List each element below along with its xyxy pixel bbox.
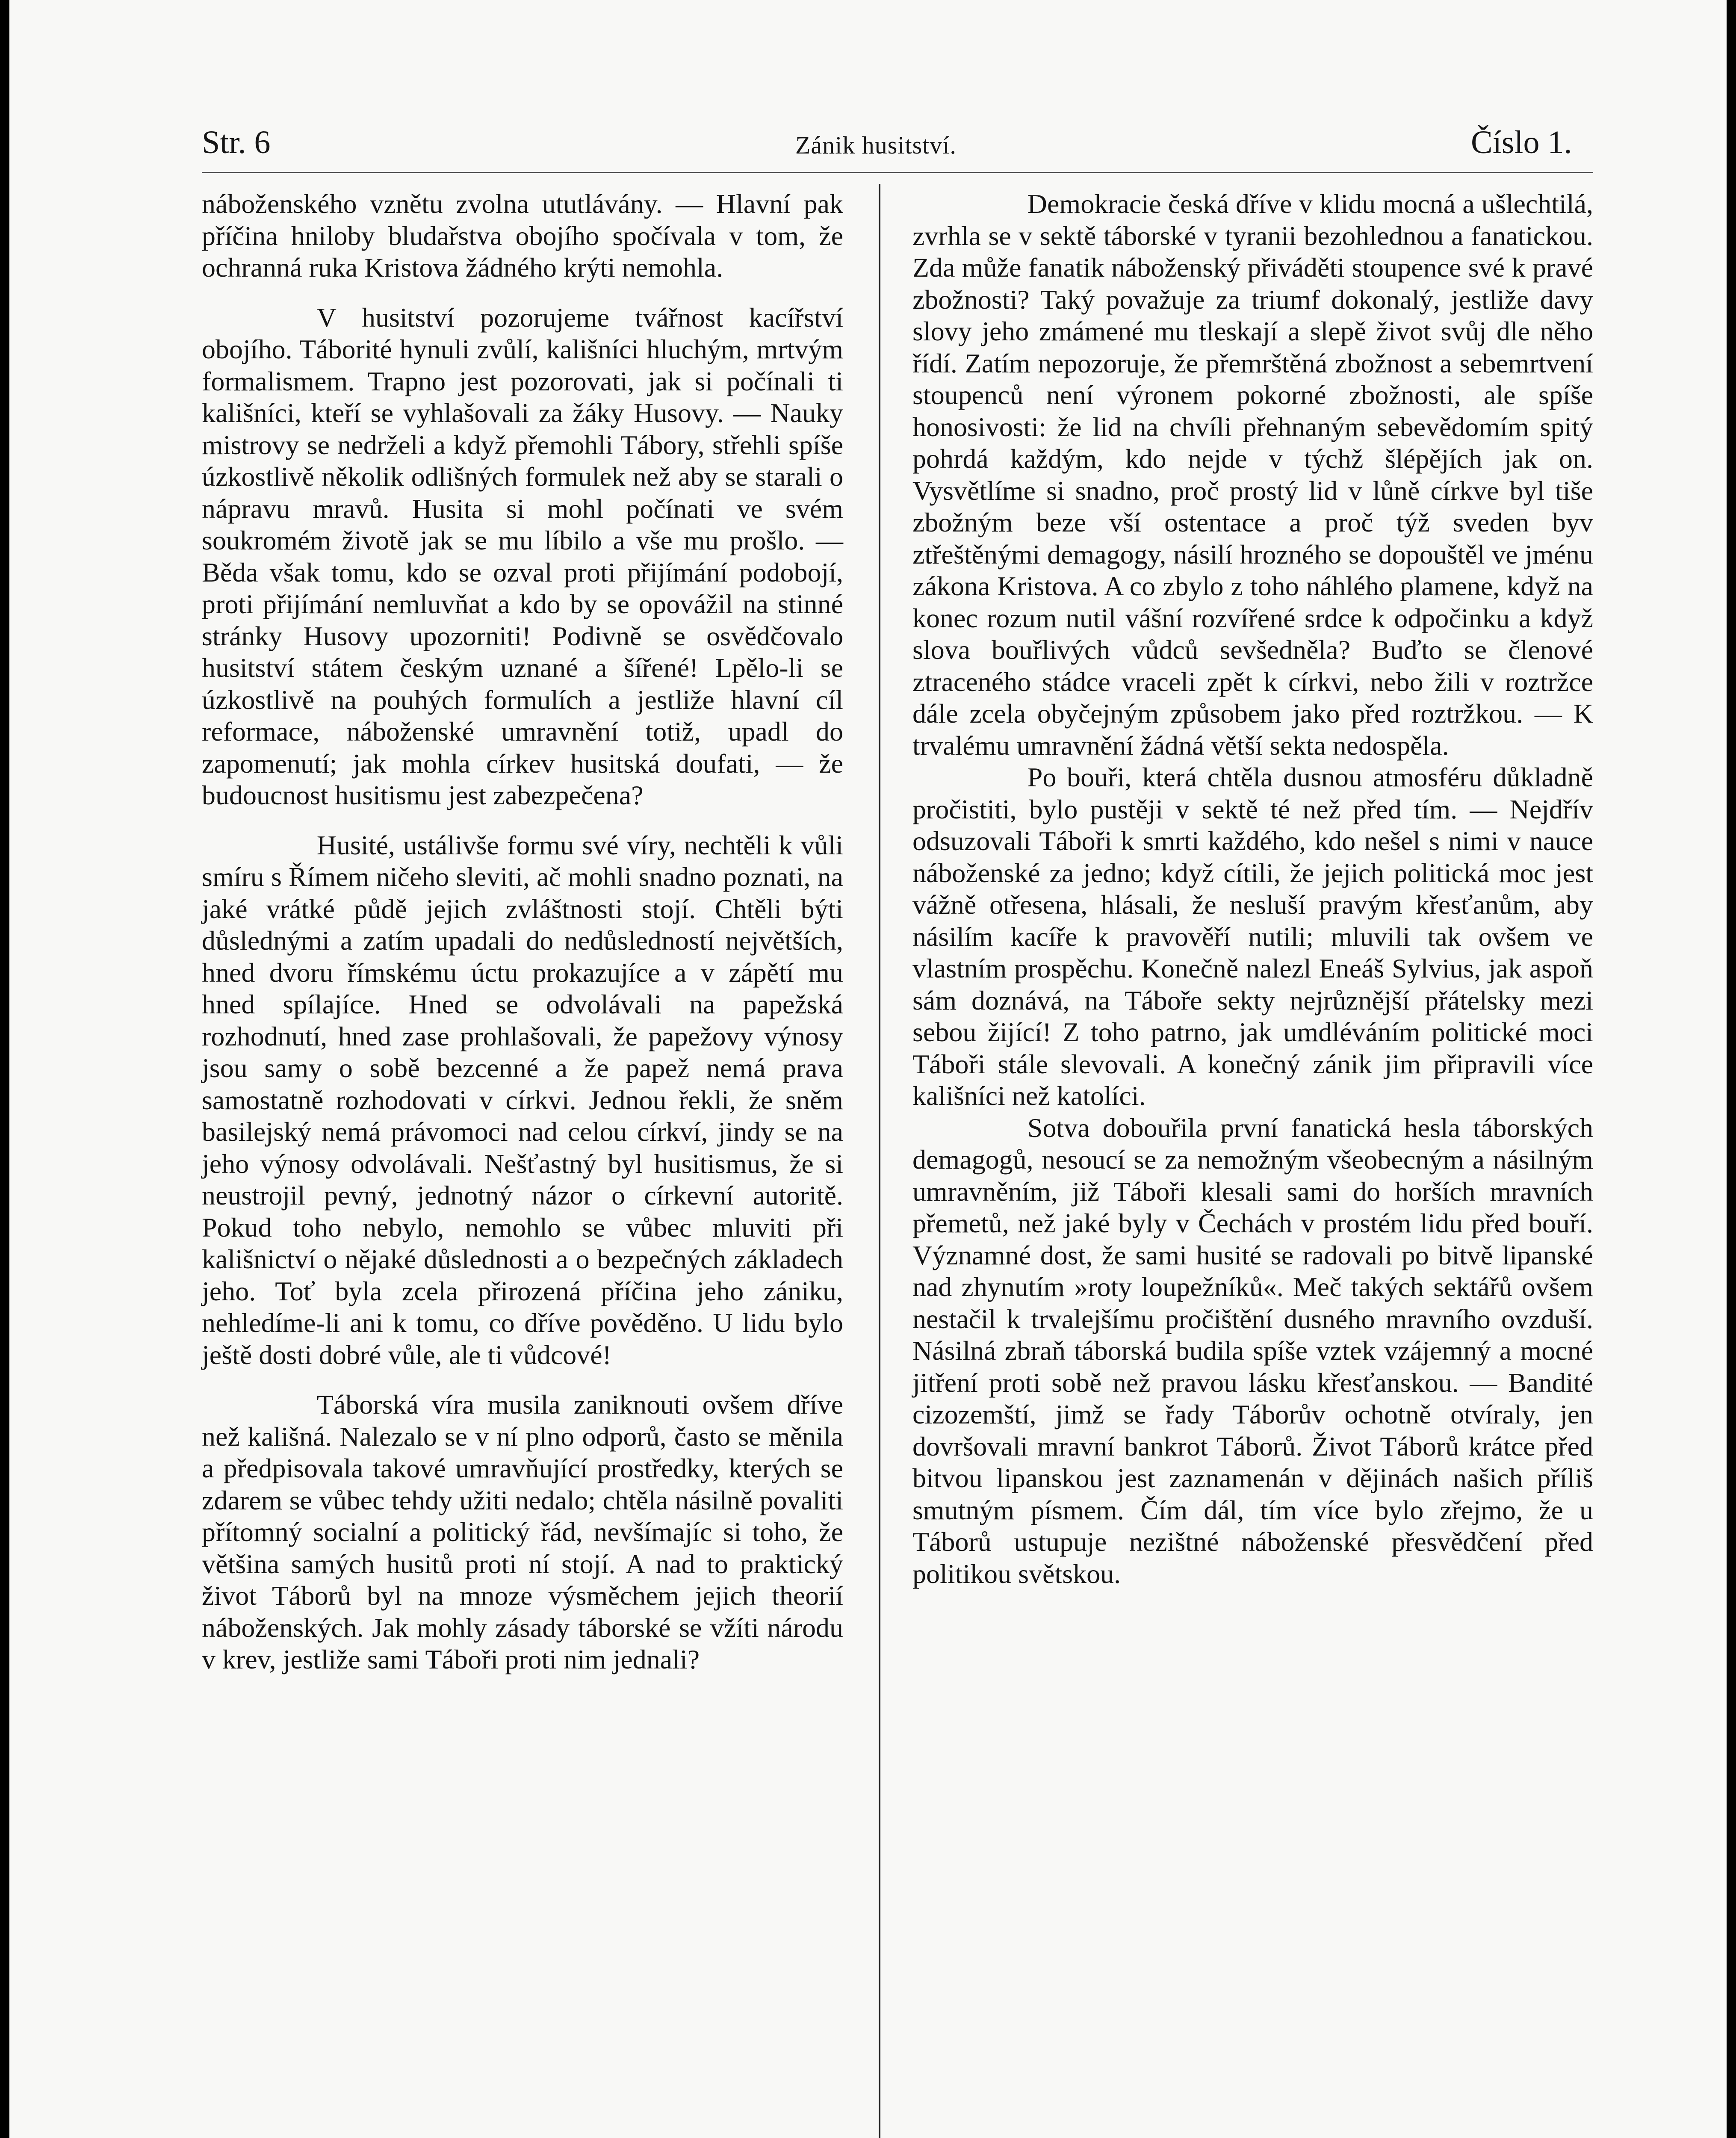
left-column: [202, 188, 843, 1676]
page-number: Str. 6: [202, 124, 271, 160]
paragraph: Po bouři, která chtěla dusnou atmosféru důkladně pročistiti, bylo pustěji v sektě té než před tím. — Nejdřív odsuzovali Táboři k smrti každého, kdo nešel s nimi v nauce náboženské za jedno; když cítili, že jejich politická moc jest vážně otřesena, hlásali, že nesluší pravým křesťanům, aby násilím kacíře k pravověří nutili; mluvili tak ovšem ve vlastním prospěchu. Konečně nalezl Eneáš Sylvius, jak aspoň sám doznává, na Táboře sekty nejrůznější přátelsky mezi sebou žijící! Z toho patrno, jak umdléváním politické moci Táboři stále slevovali. A konečný zánik jim připravili více kališníci než katolíci.: [912, 762, 1593, 1111]
right-column: [912, 188, 1593, 1590]
paragraph: Husité, ustálivše formu své víry, nechtěli k vůli smíru s Římem ničeho sleviti, ač mohli snadno poznati, na jaké vrátké půdě jejich zvláštnosti stojí. Chtěli býti důslednými a zatím upadali do nedůsledností největších, hned dvoru římskému úctu prokazujíce a v zápětí mu hned spílajíce. Hned se odvolávali na papežská rozhodnutí, hned zase prohlašovali, že papežovy výnosy jsou samy o sobě bezcenné a že papež nemá prava samostatně rozhodovati v církvi. Jednou řekli, že sněm basilejský nemá právomoci nad celou církví, jindy se na jeho výnosy odvolávali. Nešťastný byl husitismus, že si neustrojil pevný, jednotný názor o církevní autoritě. Pokud toho nebylo, nemohlo se vůbec mluviti při kališnictví o nějaké důslednosti a o bezpečných základech jeho. Toť byla zcela přirozená příčina jeho zániku, nehledíme-li ani k tomu, co dříve pověděno. U lidu bylo ještě dosti dobré vůle, ale ti vůdcové!: [202, 830, 843, 1370]
paragraph: Demokracie česká dříve v klidu mocná a ušlechtilá, zvrhla se v sektě táborské v tyranii bezohlednou a fanatickou. Zda může fanatik náboženský přiváděti stoupence své k pravé zbožnosti? Taký považuje za triumf dokonalý, jestliže davy slovy jeho zmámené mu tleskají a slepě život svůj dle něho řídí. Zatím nepozoruje, že přemrštěná zbožnost a sebemrtvení stoupenců není výronem pokorné zbožnosti, ale spíše honosivosti: že lid na chvíli přehnaným sebevědomím spitý pohrdá každým, kdo nejde v týchž šlépějích jak on. Vysvětlíme si snadno, proč prostý lid v lůně církve byl tiše zbožným beze vší ostentace a proč týž sveden byv ztřeštěnými demagogy, násilí hrozného se dopouštěl ve jménu zákona Kristova. A co zbylo z toho náhlého plamene, když na konec rozum nutil vášní rozvířené srdce k odpočinku a když slova bouřlivých vůdců sevšedněla? Buďto se členové ztraceného stádce vraceli zpět k církvi, nebo žili v roztržce dále zcela obyčejným způsobem jako před roztržkou. — K trvalému umravnění žádná větší sekta nedospěla.: [912, 189, 1593, 761]
column-divider: [879, 184, 880, 2138]
paragraph: náboženského vznětu zvolna ututlávány. — Hlavní pak příčina hniloby bludařstva obojího spočívala v tom, že ochranná ruka Kristova žádného krýti nemohla.: [202, 189, 843, 283]
issue-number: Číslo 1.: [1471, 124, 1572, 160]
paragraph: Sotva dobouřila první fanatická hesla táborských demagogů, nesoucí se za nemožným všeobecným a násilným umravněním, již Táboři klesali sami do horších mravních přemetů, než jaké byly v Čechách v prostém lidu před bouří. Významné dost, že sami husité se radovali po bitvě lipanské nad zhynutím »roty loupežníků«. Meč takých sektářů ovšem nestačil k trvalejšímu pročištění dusného mravního ovzduší. Násilná zbraň táborská budila spíše vztek vzájemný a mocné jitření proti sobě než pravou lásku křesťanskou. — Bandité cizozemští, jimž se řady Táborův ochotně otvíraly, jen dovršovali mravní bankrot Táborů. Život Táborů krátce před bitvou lipanskou jest zaznamenán v dějinách našich příliš smutným písmem. Čím dál, tím více bylo zřejmo, že u Táborů ustupuje nezištné náboženské přesvědčení před politikou světskou.: [912, 1112, 1593, 1589]
paragraph: V husitství pozorujeme tvářnost kacířství obojího. Táborité hynuli zvůlí, kališníci hluchým, mrtvým formalismem. Trapno jest pozorovati, jak si počínali ti kališníci, kteří se vyhlašovali za žáky Husovy. — Nauky mistrovy se nedrželi a když přemohli Tábory, střehli spíše úzkostlivě několik odlišných formulek než aby se starali o nápravu mravů. Husita si mohl počínati ve svém soukromém životě jak se mu líbilo a vše mu prošlo. — Běda však tomu, kdo se ozval proti přijímání podobojí, proti přijímání nemluvňat a kdo by se opovážil na stinné stránky Husovy upozorniti! Podivně se osvědčovalo husitství státem českým uznané a šířené! Lpělo-li se úzkostlivě na pouhých formulích a jestliže hlavní cíl reformace, náboženské umravnění totiž, upadl do zapomenutí; jak mohla církev husitská doufati, — že budoucnost husitismu jest zabezpečena?: [202, 302, 843, 810]
paragraph: Táborská víra musila zaniknouti ovšem dříve než kališná. Nalezalo se v ní plno odporů, často se měnila a předpisovala takové umravňující prostředky, kterých se zdarem se vůbec tehdy užiti nedalo; chtěla násilně povaliti přítomný socialní a politický řád, nevšímajíc si toho, že většina samých husitů proti ní stojí. A nad to praktický život Táborů byl na mnoze výsměchem jejich theorií náboženských. Jak mohly zásady táborské se vžíti národu v krev, jestliže sami Táboři proti nim jednali?: [202, 1389, 843, 1674]
header-rule: [202, 172, 1593, 173]
running-title: Zánik husitství.: [795, 131, 957, 159]
newspaper-page: [9, 0, 1727, 2138]
